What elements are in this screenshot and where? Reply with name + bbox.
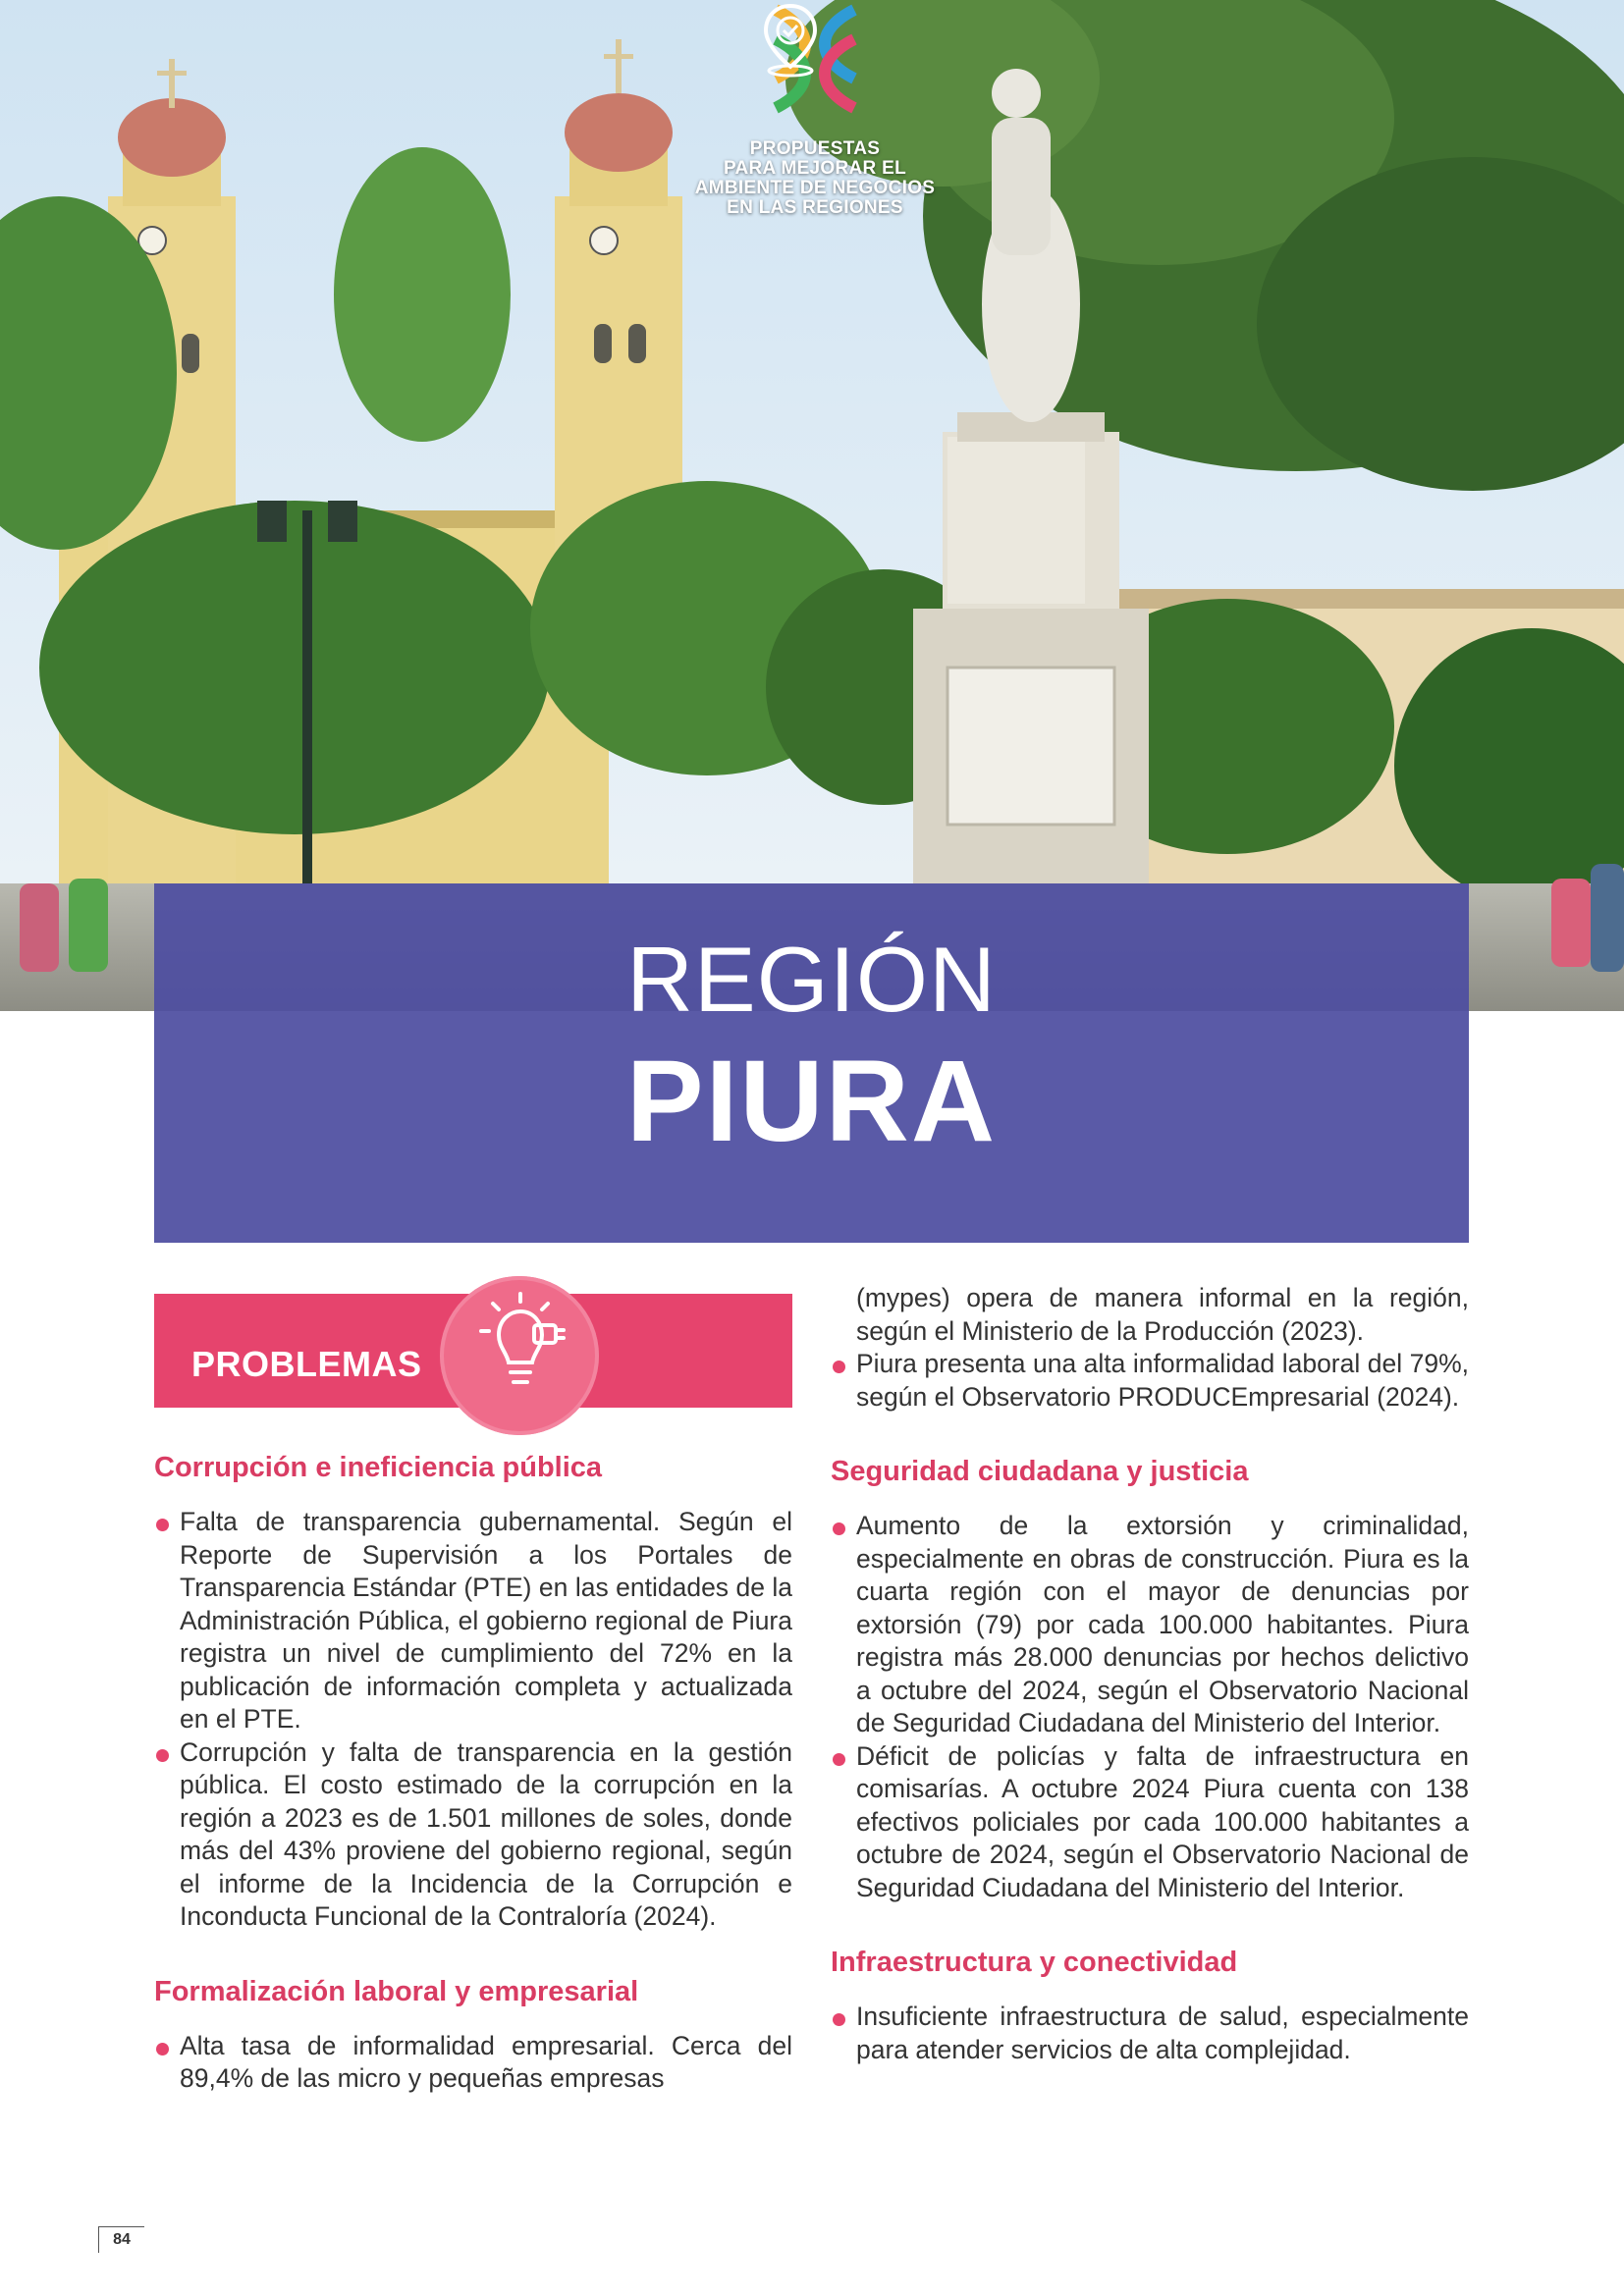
header-logo — [668, 0, 962, 324]
bullet-formalization-1-start: Alta tasa de informalidad empresarial. Cerca del 89,4% de las micro y pequeñas empresas — [154, 2030, 792, 2096]
section-title-corruption: Corrupción e ineficiencia pública — [154, 1452, 603, 1483]
section-title-infrastructure: Infraestructura y conectividad — [831, 1947, 1238, 1978]
bullet-formalization-2: Piura presenta una alta informalidad laboral del 79%, según el Observatorio PRODUCEmpresarial (2024). — [831, 1348, 1469, 1414]
region-banner — [154, 883, 1469, 1243]
lightbulb-idea-icon — [440, 1276, 599, 1435]
problems-header — [154, 1294, 792, 1408]
logo-line: AMBIENTE DE NEGOCIOS — [694, 178, 936, 198]
bullet-security-2: Déficit de policías y falta de infraestructura en comisarías. A octubre 2024 Piura cuenta con 138 efectivos policiales por cada 100.000 habitantes a octubre de 2024, según el Observatorio Nacional de Seguridad Ciudadana del Ministerio del Interior. — [831, 1740, 1469, 1905]
logo-tagline — [668, 139, 962, 218]
logo-line: EN LAS REGIONES — [727, 197, 903, 218]
location-check-icon — [756, 0, 825, 79]
region-label: REGIÓN — [626, 928, 997, 1031]
bullet-corruption-1: Falta de transparencia gubernamental. Según el Reporte de Supervisión a los Portales de Transparencia Estándar (PTE) en las entidades de la Administración Pública, el gobierno regional de Piura registra un nivel de cumplimiento del 72% en la publicación de información completa y actualizada en el PTE. — [154, 1506, 792, 1736]
logo-line: PARA MEJORAR EL — [723, 158, 907, 179]
section-title-formalization: Formalización laboral y empresarial — [154, 1975, 639, 2007]
right-column — [831, 1282, 1469, 2066]
problems-icon-badge — [440, 1276, 599, 1435]
logo-line: PROPUESTAS — [749, 138, 881, 159]
bullet-infrastructure-1: Insuficiente infraestructura de salud, especialmente para atender servicios de alta complejidad. — [831, 2001, 1469, 2066]
problems-label: PROBLEMAS — [191, 1344, 422, 1384]
bullet-corruption-2: Corrupción y falta de transparencia en la gestión pública. El costo estimado de la corrupción en la región a 2023 es de 1.501 millones de soles, donde más del 43% proviene del gobierno regional, según el informe de la Incidencia de la Corrupción e Inconducta Funcional de la Contraloría (2024). — [154, 1736, 792, 1934]
page-number: 84 — [98, 2226, 144, 2253]
region-name: PIURA — [625, 1037, 998, 1166]
bullet-formalization-1-end: (mypes) opera de manera informal en la región, según el Ministerio de la Producción (2023). — [856, 1283, 1469, 1346]
bullet-security-1: Aumento de la extorsión y criminalidad, especialmente en obras de construcción. Piura es la cuarta región con el mayor de denuncias por extorsión (79) por cada 100.000 habitantes. Piura registra más 28.000 denuncias por hechos delictivo a octubre del 2024, según el Observatorio Nacional de Seguridad Ciudadana del Ministerio del Interior. — [831, 1510, 1469, 1740]
left-column — [154, 1451, 792, 2096]
section-title-security: Seguridad ciudadana y justicia — [831, 1456, 1249, 1487]
